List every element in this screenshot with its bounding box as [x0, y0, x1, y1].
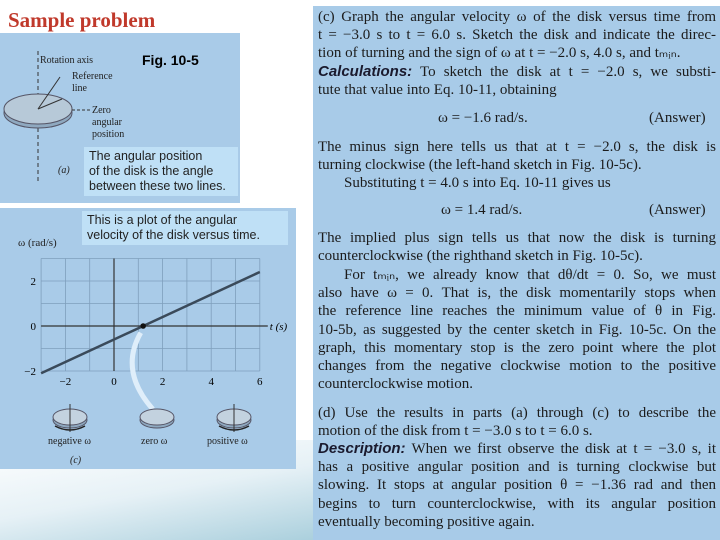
answer-label: (Answer): [649, 202, 706, 218]
text-line: Substituting t = 4.0 s into Eq. 10-11 gives us: [344, 175, 611, 191]
text-line: begins to turn counterclockwise, with its angular position: [318, 496, 716, 512]
negative-omega-label: negative ω: [48, 436, 91, 447]
figure-c: [0, 208, 296, 469]
text-line: also have ω = 0. That is, the disk momentarily stops when: [318, 285, 716, 301]
text-line: tion of turning and the sign of ω at t = −2.0 s, 4.0 s, and tₘᵢₙ.: [318, 45, 681, 61]
caption-line: This is a plot of the angular: [87, 213, 238, 227]
text-line: The implied plus sign tells us that now the disk is turning: [318, 230, 716, 246]
equation-1: ω = −1.6 rad/s.: [438, 110, 528, 126]
zero-label: Zero: [92, 105, 111, 116]
rotation-axis-label: Rotation axis: [40, 55, 94, 66]
text-span: When we first observe the disk at t = −3.0 s, it: [405, 441, 716, 457]
text-line: graph, this momentary stop is the zero point where the plot: [318, 340, 716, 356]
y-tick-label: −2: [24, 366, 36, 378]
figure-label: Fig. 10-5: [142, 52, 199, 68]
caption-line: velocity of the disk versus time.: [87, 228, 260, 242]
angular-label: angular: [92, 117, 122, 128]
x-tick-label: 0: [111, 376, 117, 388]
text-line: 10-5b, as suggested by the center sketch in Fig. 10-5c. On the: [318, 322, 716, 338]
panel-a-label: (a): [58, 165, 70, 176]
text-line: [318, 63, 716, 81]
figure-a-caption: [84, 147, 238, 196]
zero-point-marker: [140, 323, 146, 329]
text-line: The minus sign here tells us that at t = −2.0 s, the disk is: [318, 139, 716, 155]
y-tick-label: 2: [30, 276, 36, 288]
text-line: counterclockwise motion.: [318, 376, 473, 392]
positive-omega-label: positive ω: [207, 436, 248, 447]
line-label: line: [72, 83, 87, 94]
x-tick-label: 4: [208, 376, 214, 388]
description-label: Description:: [318, 440, 406, 457]
text-line: For tₘᵢₙ, we already know that dθ/dt = 0. So, we must: [344, 267, 716, 283]
position-label: position: [92, 129, 125, 140]
caption-line: between these two lines.: [89, 179, 226, 193]
slide-title: Sample problem: [8, 8, 156, 32]
x-tick-label: 6: [257, 376, 263, 388]
text-line: [318, 440, 716, 458]
x-axis-label: t (s): [269, 321, 288, 333]
calculations-label: Calculations:: [318, 63, 413, 80]
angular-velocity-chart: [0, 208, 296, 469]
y-axis-label: ω (rad/s): [18, 237, 57, 249]
text-line: (c) Graph the angular velocity ω of the disk versus time from: [318, 9, 716, 25]
text-line: changes from the negative clockwise motion to the positive: [318, 358, 716, 374]
text-line: counterclockwise (the righthand sketch in Fig. 10-5c).: [318, 248, 643, 264]
text-line: (d) Use the results in parts (a) through (c) to describe the: [318, 405, 716, 421]
y-tick-label: 0: [30, 321, 36, 333]
text-line: eventually becoming positive again.: [318, 514, 535, 530]
x-tick-label: 2: [159, 376, 166, 388]
figure-a: [0, 33, 240, 203]
text-span: To sketch the disk at t = −2.0 s, we substi-: [412, 64, 716, 80]
x-tick-label: −2: [59, 376, 72, 388]
panel-c-label: (c): [70, 455, 82, 466]
caption-line: of the disk is the angle: [89, 164, 214, 178]
equation-2: ω = 1.4 rad/s.: [441, 202, 523, 218]
text-line: tute that value into Eq. 10-11, obtaining: [318, 82, 557, 98]
zero-disk-icon: [140, 409, 174, 425]
text-line: slowing. It stops at angular position θ = −1.36 rad and then: [318, 477, 716, 493]
text-line: turning clockwise (the left-hand sketch in Fig. 10-5c).: [318, 157, 642, 173]
zero-omega-label: zero ω: [141, 436, 168, 447]
caption-line: The angular position: [89, 149, 203, 163]
series-line: [41, 272, 260, 373]
solution-text: [313, 6, 720, 540]
text-line: motion of the disk from t = −3.0 s to t = 6.0 s.: [318, 423, 593, 439]
text-line: t = −3.0 s to t = 6.0 s. Sketch the disk and indicate the direc-: [318, 27, 716, 43]
answer-label: (Answer): [649, 110, 706, 126]
text-line: the reference line reaches the minimum value of θ in Fig.: [318, 303, 716, 319]
reference-label: Reference: [72, 71, 113, 82]
text-line: has a positive angular position and is turning clockwise but: [318, 459, 716, 475]
